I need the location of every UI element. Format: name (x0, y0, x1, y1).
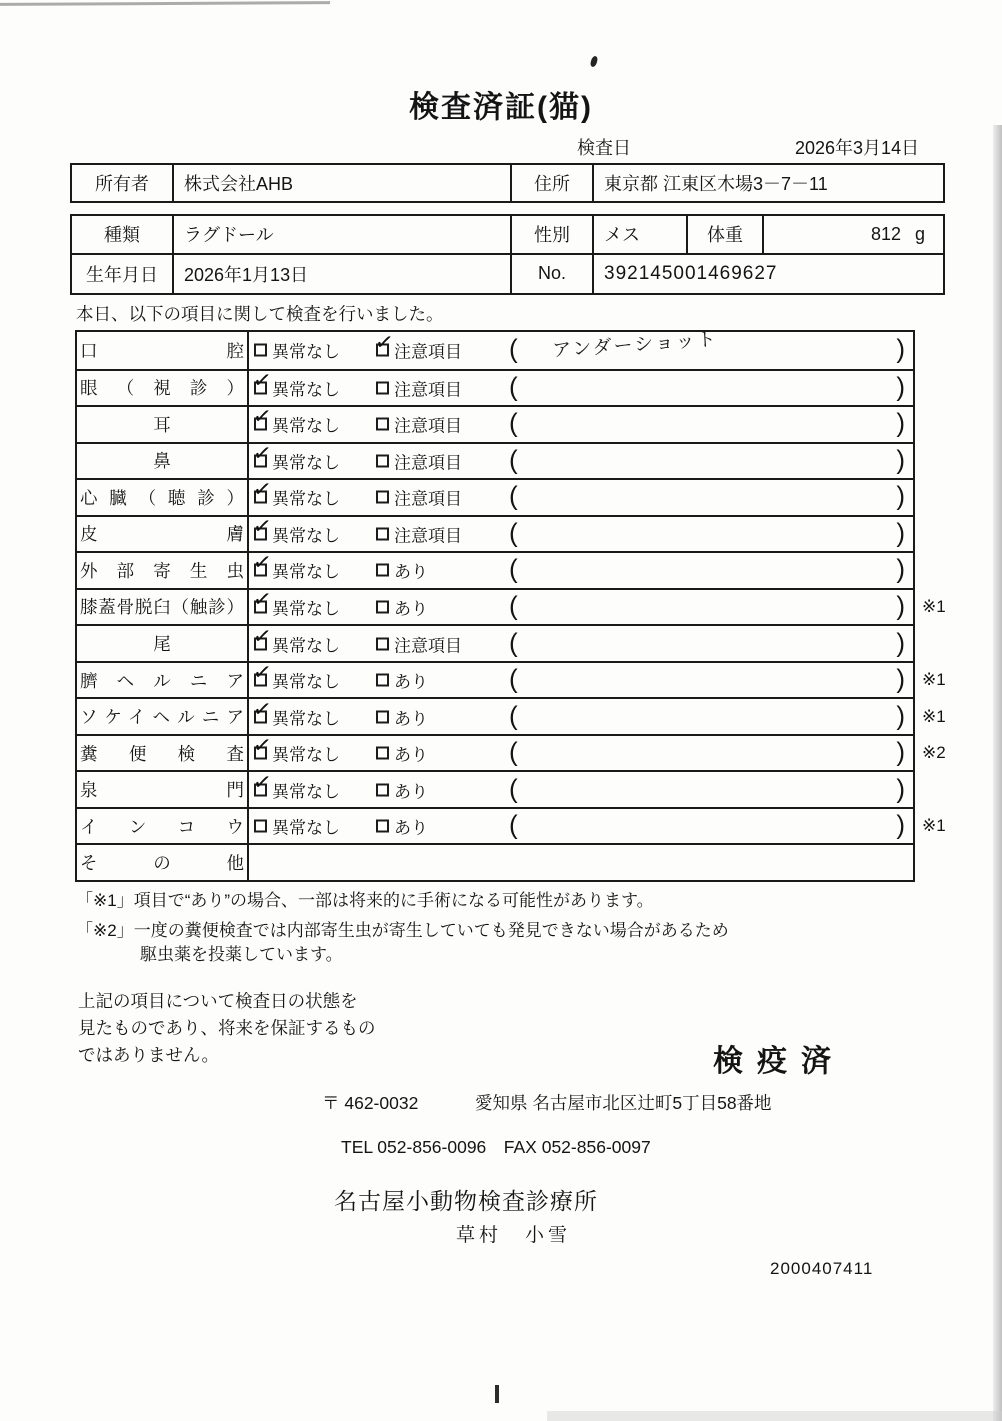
exam-row-content (249, 548, 913, 588)
paren-open: ( (509, 371, 518, 402)
handwritten-check-icon: ✓ (251, 658, 274, 686)
option-attention (376, 631, 462, 656)
option-normal (254, 338, 340, 363)
paren-open: ( (509, 517, 518, 548)
inspection-date-value: 2026年3月14日 (795, 138, 920, 158)
checkbox-attention-label: 注意項目 (394, 416, 462, 436)
option-attention (376, 558, 428, 583)
checkbox-attention[interactable] (376, 564, 389, 577)
exam-row (77, 439, 913, 479)
exam-row (77, 658, 946, 698)
clinic-address: 愛知県 名古屋市北区辻町5丁目58番地 (475, 1093, 772, 1113)
exam-label-cell (77, 809, 249, 844)
checkbox-attention-label: 注意項目 (394, 342, 462, 362)
checkbox-attention-label: あり (394, 818, 428, 838)
paren-open: ( (509, 333, 518, 364)
paren-open: ( (509, 444, 518, 475)
exam-row-content (249, 658, 913, 698)
exam-item-label: 鼻 (153, 451, 171, 472)
paren-close: ) (896, 772, 905, 803)
exam-row (77, 475, 913, 515)
footnote-1: 「※1」項目で“あり”の場合、一部は将来的に手術になる可能性があります。 (76, 891, 654, 910)
footnote-2-continued: 駆虫薬を投薬しています。 (140, 945, 343, 964)
handwritten-check-icon: ✓ (251, 512, 274, 540)
veterinarian-name: 草村 小雪 (456, 1225, 572, 1246)
exam-row-content (249, 439, 913, 479)
paren-open: ( (509, 553, 518, 584)
checkbox-attention[interactable] (376, 381, 389, 394)
footnote-mark: ※1 (922, 706, 946, 726)
exam-label-cell (77, 590, 249, 625)
exam-label-cell (77, 553, 249, 588)
scan-artifact (495, 1385, 499, 1403)
postal-code: 〒 462-0032 (322, 1093, 419, 1113)
handwritten-check-icon: ✓ (251, 585, 274, 613)
checkbox-attention-label: あり (394, 782, 428, 802)
handwritten-check-icon: ✓ (251, 439, 274, 467)
checkbox-no-abnormality[interactable] (251, 402, 274, 431)
checkbox-attention[interactable] (376, 747, 389, 760)
option-normal (251, 731, 340, 766)
handwritten-check-icon: ✓ (251, 694, 274, 723)
exam-label-cell (77, 407, 249, 442)
paren-open: ( (509, 772, 518, 803)
document-title: 検査済証(猫) (409, 91, 593, 124)
exam-row (77, 548, 913, 588)
option-attention (376, 741, 428, 766)
exam-item-label: 耳 (153, 414, 171, 435)
paren-close: ) (896, 590, 905, 621)
handwritten-note: アンダーショット (551, 329, 719, 362)
handwritten-check-icon: ✓ (251, 621, 274, 650)
option-normal (251, 694, 340, 729)
paren-open: ( (509, 590, 518, 621)
weight-cell (764, 216, 943, 253)
checkbox-no-abnormality[interactable] (251, 366, 274, 394)
paren-close: ) (896, 663, 905, 694)
exam-item-label: 眼（視診） (80, 378, 244, 399)
checkbox-attention[interactable] (376, 418, 389, 431)
checkbox-attention[interactable] (376, 783, 389, 796)
exam-item-label: 臍ヘルニア (80, 670, 244, 691)
weight-label: 体重 (688, 216, 764, 253)
checkbox-no-abnormality[interactable] (251, 767, 274, 796)
pet-info-row-2 (72, 255, 943, 294)
address-label: 住所 (512, 165, 594, 201)
paren-open: ( (509, 407, 518, 438)
exam-row (77, 512, 913, 552)
serial-number: 2000407411 (770, 1259, 874, 1278)
exam-row-content (249, 475, 913, 515)
weight-unit: g (914, 223, 925, 244)
checkbox-no-abnormality-label: 異常なし (272, 745, 340, 765)
option-attention (376, 777, 428, 802)
checkbox-no-abnormality-label: 異常なし (272, 416, 340, 436)
checkbox-no-abnormality-label: 異常なし (272, 453, 340, 473)
option-normal (251, 366, 340, 400)
checkbox-attention-label: 注意項目 (394, 380, 462, 400)
checkbox-no-abnormality-label: 異常なし (272, 489, 340, 509)
option-normal (251, 475, 340, 510)
checkbox-no-abnormality-label: 異常なし (272, 526, 340, 546)
option-normal (254, 814, 340, 839)
checkbox-no-abnormality-label: 異常なし (272, 342, 340, 362)
owner-label: 所有者 (72, 165, 174, 201)
paren-close: ) (896, 736, 905, 767)
paren-close: ) (896, 333, 905, 364)
exam-label-cell (77, 663, 249, 698)
checkbox-attention-label: あり (394, 672, 428, 692)
option-attention (376, 448, 462, 473)
exam-row (77, 328, 913, 369)
option-attention (376, 412, 462, 437)
paren-close: ) (896, 480, 905, 511)
checkbox-attention[interactable] (376, 491, 389, 504)
clinic-name: 名古屋小動物検査診療所 (334, 1188, 598, 1214)
exam-row-content (249, 845, 913, 880)
exam-item-label: 尾 (153, 634, 171, 655)
exam-item-label: 糞便検査 (80, 743, 244, 764)
exam-item-label: 心臓（聴診） (80, 487, 244, 508)
checkbox-attention[interactable] (376, 600, 389, 613)
handwritten-check-icon: ✓ (251, 366, 274, 394)
option-normal (251, 402, 340, 437)
exam-item-label: 膝蓋骨脱臼（触診） (80, 597, 244, 618)
breed-value: ラグドール (174, 216, 512, 253)
birthdate-label: 生年月日 (72, 255, 174, 294)
paren-close: ) (896, 699, 905, 730)
checkbox-no-abnormality-label: 異常なし (272, 818, 340, 838)
footnote-mark: ※1 (922, 670, 946, 690)
exam-row-content (249, 694, 913, 734)
option-attention (373, 328, 462, 363)
exam-label-cell (77, 371, 249, 406)
exam-item-label: 外部寄生虫 (80, 560, 244, 581)
paren-close: ) (896, 517, 905, 548)
sex-label: 性別 (512, 216, 594, 253)
sex-value: メス (594, 216, 688, 253)
checkbox-no-abnormality[interactable] (251, 548, 274, 577)
option-attention (376, 521, 462, 546)
checkbox-no-abnormality[interactable] (251, 731, 274, 760)
footnote-mark: ※1 (922, 596, 946, 616)
inspection-date-label: 検査日 (577, 138, 631, 158)
checkbox-no-abnormality[interactable] (254, 344, 267, 357)
option-attention (376, 814, 428, 839)
disclaimer-line-1: 上記の項目について検査日の状態を (78, 991, 358, 1011)
disclaimer-line-2: 見たものであり、将来を保証するもの (78, 1018, 376, 1038)
exam-row (77, 366, 913, 406)
owner-info-table (70, 163, 945, 203)
exam-row-content (249, 767, 913, 807)
no-value: 392145001469627 (604, 262, 778, 284)
no-label: No. (512, 255, 594, 294)
checkbox-no-abnormality-label: 異常なし (272, 672, 340, 692)
exam-intro-text: 本日、以下の項目に関して検査を行いました。 (76, 304, 444, 324)
handwritten-check-icon: ✓ (373, 328, 396, 356)
scan-artifact (547, 1411, 1002, 1421)
option-normal (251, 548, 340, 583)
checkbox-attention-label: 注意項目 (394, 489, 462, 509)
exam-item-label: その他 (80, 853, 244, 874)
breed-label: 種類 (72, 216, 174, 253)
checkbox-no-abnormality[interactable] (251, 512, 274, 540)
scan-artifact (993, 125, 1002, 1421)
weight-value: 812 (870, 223, 901, 244)
exam-label-cell (77, 517, 249, 552)
exam-label-cell (77, 626, 249, 661)
exam-item-label: 皮膚 (80, 524, 244, 545)
checkbox-attention[interactable] (376, 637, 389, 650)
exam-item-label: 口腔 (80, 340, 244, 361)
exam-label-cell (77, 480, 249, 515)
paren-close: ) (896, 626, 905, 657)
exam-row (77, 694, 946, 734)
checkbox-attention[interactable] (376, 820, 389, 833)
quarantine-stamp-text: 検疫済 (713, 1045, 845, 1078)
pet-info-row-1 (72, 216, 943, 255)
exam-row-content (249, 512, 913, 552)
scan-artifact (0, 1, 330, 6)
checkbox-attention-label: あり (394, 745, 428, 765)
checkbox-no-abnormality[interactable] (251, 585, 274, 613)
option-normal (251, 767, 340, 802)
option-attention (376, 594, 428, 619)
checkbox-attention-label: 注意項目 (394, 453, 462, 473)
birthdate-value: 2026年1月13日 (174, 255, 512, 294)
exam-row (77, 621, 913, 661)
exam-label-cell (77, 444, 249, 479)
option-normal (251, 512, 340, 546)
checkbox-no-abnormality-label: 異常なし (272, 709, 340, 729)
option-normal (251, 621, 340, 656)
exam-row-content (249, 731, 913, 771)
checkbox-attention[interactable] (373, 328, 396, 357)
option-attention (376, 668, 428, 693)
paren-open: ( (509, 480, 518, 511)
paren-open: ( (509, 626, 518, 657)
checkbox-attention[interactable] (376, 527, 389, 540)
exam-row-content (249, 328, 913, 369)
checkbox-attention-label: あり (394, 709, 428, 729)
option-normal (251, 585, 340, 619)
checkbox-attention-label: 注意項目 (394, 636, 462, 656)
exam-label-cell (77, 699, 249, 734)
exam-row-content (249, 402, 913, 442)
exam-label-cell (77, 736, 249, 771)
footnote-mark: ※1 (922, 816, 946, 836)
handwritten-check-icon: ✓ (251, 548, 274, 577)
option-attention (376, 485, 462, 510)
paren-close: ) (896, 444, 905, 475)
address-value: 東京都 江東区木場3－7－11 (604, 174, 828, 194)
checkbox-no-abnormality[interactable] (251, 439, 274, 467)
exam-label-cell (77, 332, 249, 369)
exam-table (75, 328, 946, 882)
paren-close: ) (896, 809, 905, 840)
exam-item-label: インコウ (80, 816, 244, 837)
checkbox-no-abnormality-label: 異常なし (272, 599, 340, 619)
disclaimer-line-3: ではありません。 (78, 1045, 220, 1065)
handwritten-check-icon: ✓ (251, 731, 274, 759)
paren-open: ( (509, 663, 518, 694)
checkbox-no-abnormality[interactable] (251, 475, 274, 504)
paren-close: ) (896, 553, 905, 584)
handwritten-check-icon: ✓ (251, 402, 274, 430)
checkbox-attention-label: あり (394, 562, 428, 582)
checkbox-no-abnormality-label: 異常なし (272, 636, 340, 656)
exam-label-cell (77, 772, 249, 807)
checkbox-no-abnormality[interactable] (251, 694, 274, 723)
exam-row-content (249, 809, 913, 844)
exam-row (77, 767, 913, 807)
pet-info-table (70, 214, 945, 295)
checkbox-no-abnormality-label: 異常なし (272, 380, 340, 400)
checkbox-no-abnormality-label: 異常なし (272, 562, 340, 582)
exam-row (77, 807, 946, 844)
option-attention (376, 375, 462, 400)
exam-label-cell (77, 845, 249, 880)
paren-open: ( (509, 809, 518, 840)
paren-open: ( (509, 699, 518, 730)
option-normal (251, 658, 340, 693)
option-normal (251, 439, 340, 473)
checkbox-attention[interactable] (376, 710, 389, 723)
paren-close: ) (896, 407, 905, 438)
checkbox-no-abnormality[interactable] (254, 820, 267, 833)
footnote-2: 「※2」一度の糞便検査では内部寄生虫が寄生していても発見できない場合があるため (76, 921, 729, 940)
exam-item-label: ソケイヘルニア (80, 707, 244, 728)
paren-close: ) (896, 371, 905, 402)
handwritten-check-icon: ✓ (251, 767, 274, 796)
disclaimer-text (78, 988, 376, 1069)
exam-row (77, 843, 913, 880)
exam-row-content (249, 621, 913, 661)
checkbox-no-abnormality[interactable] (251, 658, 274, 687)
exam-row (77, 731, 946, 771)
handwritten-check-icon: ✓ (251, 475, 274, 504)
exam-item-label: 泉門 (80, 780, 244, 801)
exam-row (77, 402, 913, 442)
checkbox-no-abnormality[interactable] (251, 621, 274, 650)
scan-artifact (589, 55, 598, 67)
footnote-mark: ※2 (922, 743, 946, 763)
checkbox-attention[interactable] (376, 674, 389, 687)
checkbox-no-abnormality-label: 異常なし (272, 782, 340, 802)
checkbox-attention[interactable] (376, 454, 389, 467)
exam-row-content (249, 366, 913, 406)
paren-open: ( (509, 736, 518, 767)
owner-value: 株式会社AHB (174, 165, 512, 201)
option-attention (376, 704, 428, 729)
checkbox-attention-label: あり (394, 599, 428, 619)
checkbox-attention-label: 注意項目 (394, 526, 462, 546)
exam-row (77, 585, 946, 625)
clinic-tel-fax: TEL 052-856-0096 FAX 052-856-0097 (341, 1137, 651, 1157)
exam-row-content (249, 585, 913, 625)
